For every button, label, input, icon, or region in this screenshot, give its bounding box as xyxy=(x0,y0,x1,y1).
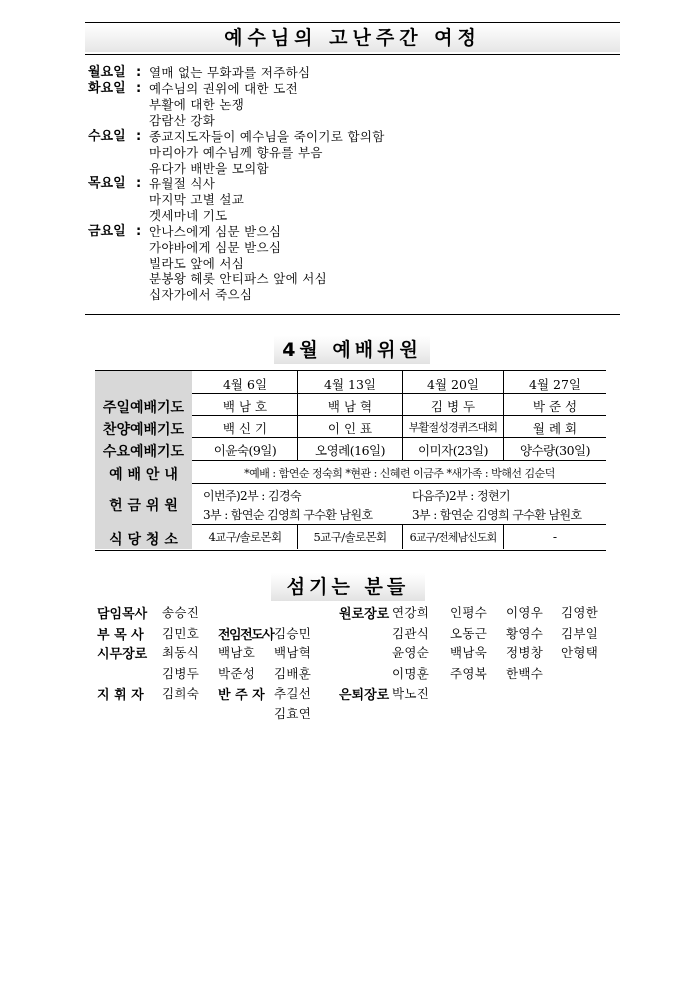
name: 김병두 xyxy=(162,666,200,681)
name: 윤영순 xyxy=(392,645,430,660)
guide-label: 예 배 안 내 xyxy=(109,467,178,483)
event: 분봉왕 헤롯 안티파스 앞에 서심 xyxy=(149,271,327,286)
cell: 양수량(30일) xyxy=(520,443,590,458)
event: 유월절 식사 xyxy=(149,176,216,191)
cell: 오영례(16일) xyxy=(315,443,385,458)
role-ministry-elder: 시무장로 xyxy=(97,647,148,662)
offering-cell: 다음주)2부 : 정현기 xyxy=(412,489,510,503)
name: 김관식 xyxy=(392,626,430,641)
row-label: 수요예배기도 xyxy=(102,444,185,460)
cell: 백 신 기 xyxy=(222,421,268,436)
name: 백남호 xyxy=(218,645,256,660)
cell: 박 준 성 xyxy=(532,399,578,414)
colon: : xyxy=(136,129,142,144)
day-tuesday: 화요일 xyxy=(88,81,126,96)
cell: 이윤숙(9일) xyxy=(213,443,277,458)
top-rule xyxy=(85,22,620,23)
cell: 백 남 호 xyxy=(222,399,268,414)
cleaning-label: 식 당 청 소 xyxy=(109,532,178,548)
name: 김희숙 xyxy=(162,686,200,701)
name: 최동식 xyxy=(162,645,200,660)
offering-cell: 이번주)2부 : 김경숙 xyxy=(203,489,301,503)
name: 김승민 xyxy=(274,626,312,641)
colon: : xyxy=(136,224,142,239)
role-conductor: 지 휘 자 xyxy=(97,688,144,703)
cell: 이미자(23일) xyxy=(418,443,488,458)
date-header: 4월 13일 xyxy=(324,377,376,392)
name: 황영수 xyxy=(506,626,544,641)
role-missionary: 전임전도사 xyxy=(218,628,274,643)
title-underline xyxy=(85,54,620,55)
name: 송승진 xyxy=(162,605,200,620)
cell: 월 례 회 xyxy=(532,421,578,436)
day-wednesday: 수요일 xyxy=(88,129,126,144)
role-senior-pastor: 담임목사 xyxy=(97,607,148,622)
event: 종교지도자들이 예수님을 죽이기로 합의함 xyxy=(149,129,385,144)
cell: 부활절성경퀴즈대회 xyxy=(408,421,498,434)
event: 마리아가 예수님께 향유를 부음 xyxy=(149,145,323,160)
event: 유다가 배반을 모의함 xyxy=(149,161,269,176)
date-header: 4월 27일 xyxy=(529,377,581,392)
offering-cell: 3부 : 함연순 김영희 구수환 남원호 xyxy=(203,508,373,522)
name: 정병창 xyxy=(506,645,544,660)
event: 십자가에서 죽으심 xyxy=(149,287,253,302)
name: 오동근 xyxy=(450,626,488,641)
section-divider xyxy=(85,314,620,315)
cell: 4교구/솔로몬회 xyxy=(208,530,282,544)
name: 주영복 xyxy=(450,666,488,681)
name: 김부일 xyxy=(561,626,599,641)
name: 백남욱 xyxy=(450,645,488,660)
cell: 김 병 두 xyxy=(430,399,476,414)
name: 김민호 xyxy=(162,626,200,641)
name: 한백수 xyxy=(506,666,544,681)
day-monday: 월요일 xyxy=(88,65,126,80)
cell: 5교구/솔로몬회 xyxy=(313,530,387,544)
colon: : xyxy=(136,176,142,191)
date-header: 4월 20일 xyxy=(427,377,479,392)
cell: 이 인 표 xyxy=(327,421,373,436)
role-associate-pastor: 부 목 사 xyxy=(97,628,144,643)
colon: : xyxy=(136,65,142,80)
name: 추길선 xyxy=(274,686,312,701)
event: 마지막 고별 설교 xyxy=(149,192,245,207)
event: 겟세마네 기도 xyxy=(149,208,228,223)
cell: - xyxy=(552,529,558,544)
role-retired-elder: 은퇴장로 xyxy=(339,688,390,703)
offering-label: 헌 금 위 원 xyxy=(109,498,178,514)
event: 부활에 대한 논쟁 xyxy=(149,97,245,112)
name: 안형택 xyxy=(561,645,599,660)
guide-text: *예배 : 함연순 정숙희 *현관 : 신혜련 이금주 *새가족 : 박해선 김순덕 xyxy=(244,467,555,480)
row-label: 찬양예배기도 xyxy=(102,422,185,438)
date-header: 4월 6일 xyxy=(222,377,268,392)
colon: : xyxy=(136,81,142,96)
name: 인평수 xyxy=(450,605,488,620)
event: 빌라도 앞에 서심 xyxy=(149,256,245,271)
staff-title: 섬기는 분들 xyxy=(271,573,425,601)
name: 김효연 xyxy=(274,706,312,721)
event: 가야바에게 심문 받으심 xyxy=(149,240,282,255)
event: 열매 없는 무화과를 저주하심 xyxy=(149,65,311,80)
offering-cell: 3부 : 함연순 김영희 구수환 남원호 xyxy=(412,508,582,522)
name: 박준성 xyxy=(218,666,256,681)
name: 박노진 xyxy=(392,686,430,701)
name: 김영한 xyxy=(561,605,599,620)
day-thursday: 목요일 xyxy=(88,176,126,191)
cell: 6교구/전체남신도회 xyxy=(409,531,497,544)
name: 이영우 xyxy=(506,605,544,620)
worship-title: 4월 예배위원 xyxy=(274,336,430,364)
row-label: 주일예배기도 xyxy=(102,400,185,416)
name: 이명훈 xyxy=(392,666,430,681)
event: 예수님의 권위에 대한 도전 xyxy=(149,81,298,96)
role-elder-emeritus: 원로장로 xyxy=(339,607,390,622)
name: 연강희 xyxy=(392,605,430,620)
day-friday: 금요일 xyxy=(88,224,126,239)
name: 백남혁 xyxy=(274,645,312,660)
name: 김배훈 xyxy=(274,666,312,681)
cell: 백 남 혁 xyxy=(327,399,373,414)
role-accompanist: 반 주 자 xyxy=(218,688,265,703)
passion-week-title: 예수님의 고난주간 여정 xyxy=(85,24,620,52)
event: 안나스에게 심문 받으심 xyxy=(149,224,282,239)
event: 감람산 강화 xyxy=(149,113,216,128)
